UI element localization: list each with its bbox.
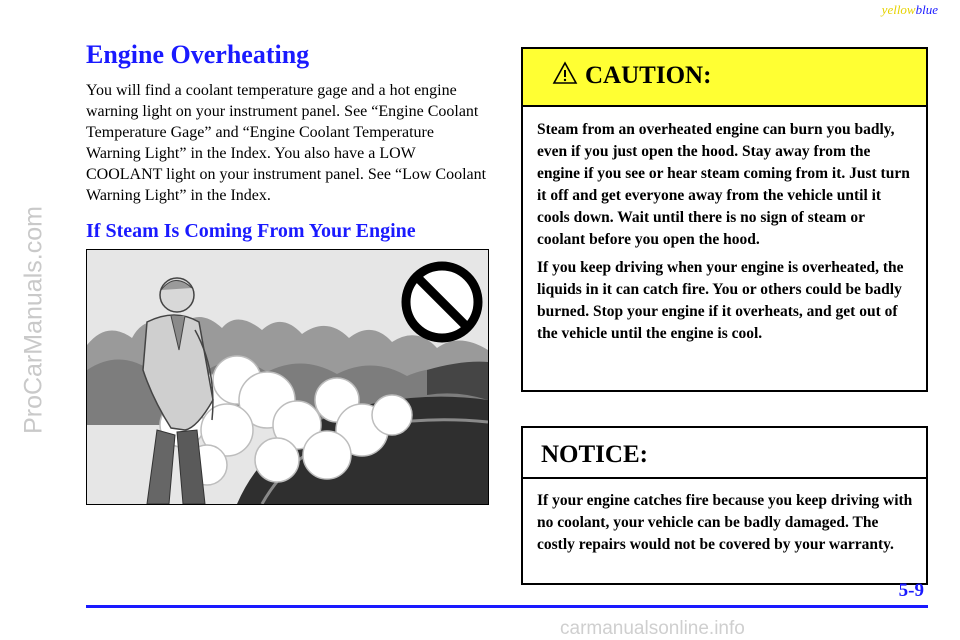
notice-box <box>521 426 928 585</box>
notice-paragraph: If your engine catches fire because you keep driving with no coolant, your vehicle can be badly damaged. The costly repairs would not be covered by your warranty. <box>537 492 913 553</box>
warning-triangle-icon <box>552 61 578 90</box>
page-title: Engine Overheating <box>86 40 310 69</box>
caution-title: CAUTION: <box>585 62 712 89</box>
prohibition-sign-icon <box>406 266 478 338</box>
caution-paragraph-1: Steam from an overheated engine can burn you badly, even if you just open the hood. Stay away from the engine if you see or hear steam coming from it. Just turn it off and get everyone away from the vehicle until it cools down. Wait until there is no sign of steam or coolant before you open the hood. <box>537 121 910 248</box>
side-watermark: ProCarManuals.com <box>19 206 48 434</box>
footer-rule <box>86 605 928 608</box>
color-tag-yellow: yellow <box>881 2 916 17</box>
notice-body <box>523 479 926 556</box>
section-subtitle: If Steam Is Coming From Your Engine <box>86 220 416 242</box>
notice-header <box>523 428 926 479</box>
illustration-drawing <box>87 250 488 504</box>
color-tag <box>882 2 938 18</box>
page-number: 5-9 <box>898 580 924 601</box>
caution-box <box>521 47 928 392</box>
intro-paragraph: You will find a coolant temperature gage and a hot engine warning light on your instrument panel. See “Engine Coolant Temperature Gage” and “Engine Coolant Temperature Warning Light” in the Index. You also have a LOW COOLANT light on your instrument panel. See “Low Coolant Warning Light” in the Index. <box>86 82 487 204</box>
left-column <box>86 40 490 243</box>
caution-paragraph-2: If you keep driving when your engine is overheated, the liquids in it can catch fire. You or others could be badly burned. Stop your engine if it overheats, and get out of the vehicle until the engine is cool. <box>537 259 904 342</box>
caution-header <box>523 49 926 107</box>
caution-body <box>523 107 926 345</box>
notice-title: NOTICE: <box>541 441 648 468</box>
bottom-watermark: carmanualsonline.info <box>560 618 745 639</box>
color-tag-blue: blue <box>915 2 938 17</box>
steam-illustration <box>86 249 489 505</box>
